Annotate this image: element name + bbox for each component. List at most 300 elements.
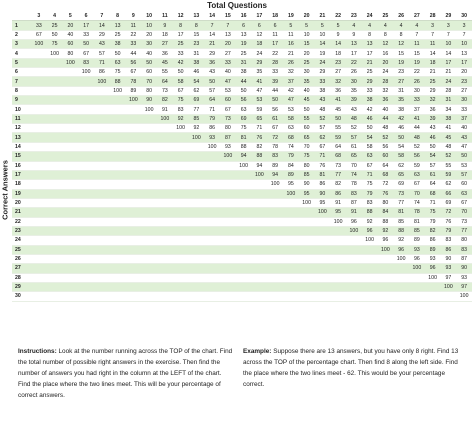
- percentage-cell: [47, 208, 63, 217]
- percentage-cell: 14: [445, 50, 452, 57]
- percentage-cell: 86: [335, 190, 342, 197]
- percentage-cell: 89: [287, 172, 294, 179]
- percentage-cell: 27: [224, 50, 231, 57]
- percentage-cell: 11: [429, 41, 436, 48]
- column-header: 17: [252, 12, 268, 21]
- percentage-cell: [141, 254, 157, 263]
- percentage-cell: 94: [240, 153, 247, 160]
- percentage-cell: 63: [287, 125, 294, 132]
- percentage-cell: [157, 292, 173, 301]
- percentage-cell: 100: [302, 200, 311, 207]
- percentage-cell: 76: [319, 162, 326, 169]
- percentage-cell: [78, 105, 94, 114]
- percentage-cell: [283, 236, 299, 245]
- percentage-cell: [299, 273, 315, 282]
- column-header: 18: [267, 12, 283, 21]
- row-header: 24: [15, 237, 21, 244]
- example-block: [243, 346, 465, 390]
- percentage-cell: 62: [398, 162, 405, 169]
- percentage-cell: 64: [209, 97, 216, 104]
- percentage-cell: 17: [350, 50, 357, 57]
- percentage-cell: 73: [461, 218, 468, 225]
- column-header: 23: [346, 12, 362, 21]
- percentage-cell: 70: [146, 78, 153, 85]
- percentage-cell: [94, 114, 110, 123]
- percentage-cell: 33: [366, 87, 373, 94]
- percentage-cell: [47, 86, 63, 95]
- instructions-heading: Instructions:: [18, 348, 57, 355]
- percentage-cell: [126, 170, 142, 179]
- percentage-cell: 76: [256, 134, 263, 141]
- percentage-cell: [409, 292, 425, 301]
- percentage-cell: [78, 161, 94, 170]
- percentage-cell: 68: [335, 153, 342, 160]
- percentage-cell: [267, 226, 283, 235]
- percentage-cell: 70: [461, 209, 468, 216]
- percentage-cell: [283, 226, 299, 235]
- percentage-cell: [141, 282, 157, 291]
- percentage-cell: [63, 198, 79, 207]
- percentage-cell: 8: [194, 22, 198, 29]
- column-header: 13: [189, 12, 205, 21]
- percentage-cell: 78: [413, 209, 420, 216]
- table-row: [12, 189, 472, 198]
- percentage-cell: 29: [98, 31, 105, 38]
- percentage-cell: [126, 273, 142, 282]
- percentage-cell: [157, 161, 173, 170]
- column-header: 5: [63, 12, 79, 21]
- percentage-cell: 77: [461, 228, 468, 235]
- percentage-cell: 43: [209, 69, 216, 76]
- percentage-cell: 26: [350, 69, 357, 76]
- percentage-cell: [283, 292, 299, 301]
- percentage-cell: 65: [303, 134, 310, 141]
- percentage-cell: [267, 245, 283, 254]
- percentage-cell: 18: [429, 59, 436, 66]
- percentage-cell: 29: [256, 59, 263, 66]
- percentage-cell: 91: [161, 106, 168, 113]
- percentage-cell: 26: [413, 78, 420, 85]
- percentage-cell: [315, 245, 331, 254]
- percentage-cell: 15: [303, 41, 310, 48]
- percentage-cell: 23: [193, 41, 200, 48]
- percentage-cell: 14: [209, 31, 216, 38]
- percentage-cell: 37: [461, 115, 468, 122]
- percentage-cell: [94, 198, 110, 207]
- percentage-cell: 38: [240, 69, 247, 76]
- percentage-cell: 77: [335, 172, 342, 179]
- percentage-cell: 100: [66, 59, 75, 66]
- percentage-cell: [94, 161, 110, 170]
- percentage-cell: [220, 273, 236, 282]
- percentage-cell: 36: [429, 106, 436, 113]
- percentage-cell: [78, 86, 94, 95]
- percentage-cell: 28: [272, 59, 279, 66]
- percentage-cell: 40: [303, 87, 310, 94]
- percentage-cell: 30: [146, 41, 153, 48]
- percentage-cell: 64: [335, 143, 342, 150]
- percentage-cell: 88: [398, 228, 405, 235]
- percentage-cell: [63, 68, 79, 77]
- table-row: [12, 208, 472, 217]
- table-row: [12, 217, 472, 226]
- percentage-cell: [31, 245, 47, 254]
- percentage-cell: 25: [240, 50, 247, 57]
- percentage-cell: [315, 292, 331, 301]
- percentage-cell: 42: [366, 106, 373, 113]
- column-header: 25: [378, 12, 394, 21]
- percentage-cell: [110, 245, 126, 254]
- percentage-cell: [141, 226, 157, 235]
- percentage-cell: 14: [319, 41, 326, 48]
- percentage-cell: 88: [382, 218, 389, 225]
- percentage-cell: 22: [413, 69, 420, 76]
- percentage-cell: [47, 152, 63, 161]
- percentage-cell: 64: [382, 162, 389, 169]
- percentage-cell: 32: [382, 87, 389, 94]
- percentage-cell: [126, 142, 142, 151]
- percentage-cell: [330, 292, 346, 301]
- percentage-cell: 4: [383, 22, 387, 29]
- table-row: [12, 226, 472, 235]
- percentage-cell: 86: [209, 125, 216, 132]
- percentage-cell: [189, 236, 205, 245]
- percentage-cell: 100: [129, 97, 138, 104]
- percentage-cell: [110, 217, 126, 226]
- percentage-cell: [110, 282, 126, 291]
- percentage-cell: [31, 217, 47, 226]
- percentage-cell: [409, 282, 425, 291]
- percentage-cell: 53: [256, 97, 263, 104]
- percentage-cell: 80: [146, 87, 153, 94]
- percentage-cell: 70: [350, 162, 357, 169]
- percentage-cell: [110, 264, 126, 273]
- percentage-cell: [252, 273, 268, 282]
- percentage-cell: [189, 161, 205, 170]
- percentage-cell: [141, 264, 157, 273]
- percentage-cell: [236, 189, 252, 198]
- percentage-cell: [63, 170, 79, 179]
- table-row: [12, 86, 472, 95]
- percentage-cell: [220, 217, 236, 226]
- percentage-cell: 12: [398, 41, 405, 48]
- percentage-cell: 41: [413, 115, 420, 122]
- percentage-cell: 76: [445, 218, 452, 225]
- percentage-cell: [393, 292, 409, 301]
- percentage-cell: [63, 282, 79, 291]
- percentage-cell: 17: [272, 41, 279, 48]
- percentage-cell: 62: [319, 134, 326, 141]
- percentage-cell: 59: [256, 106, 263, 113]
- percentage-cell: 7: [446, 31, 450, 38]
- percentage-cell: [252, 189, 268, 198]
- percentage-cell: [252, 180, 268, 189]
- percentage-cell: 50: [461, 153, 468, 160]
- percentage-cell: 75: [303, 153, 310, 160]
- percentage-cell: 96: [413, 256, 420, 263]
- percentage-cell: [252, 226, 268, 235]
- row-header: 28: [15, 274, 21, 281]
- percentage-cell: [283, 254, 299, 263]
- percentage-cell: [141, 170, 157, 179]
- percentage-cell: [299, 236, 315, 245]
- percentage-cell: 33: [35, 22, 42, 29]
- percentage-cell: 24: [382, 69, 389, 76]
- instructions-block: [18, 346, 234, 401]
- percentage-cell: [173, 152, 189, 161]
- percentage-cell: 63: [114, 59, 121, 66]
- percentage-cell: 8: [383, 31, 387, 38]
- percentage-cell: [330, 236, 346, 245]
- percentage-cell: [299, 282, 315, 291]
- row-header: 25: [15, 246, 21, 253]
- percentage-cell: 39: [272, 78, 279, 85]
- percentage-cell: [204, 170, 220, 179]
- row-header: 18: [15, 181, 21, 188]
- percentage-cell: [362, 254, 378, 263]
- percentage-cell: 88: [256, 153, 263, 160]
- percentage-cell: [157, 189, 173, 198]
- percentage-cell: 47: [256, 87, 263, 94]
- percentage-cell: [78, 96, 94, 105]
- row-header: 20: [15, 200, 21, 207]
- percentage-cell: 50: [398, 134, 405, 141]
- percentage-cell: [362, 273, 378, 282]
- percentage-cell: [47, 105, 63, 114]
- table-row: [12, 105, 472, 114]
- percentage-cell: 67: [35, 31, 42, 38]
- percentage-cell: [189, 208, 205, 217]
- percentage-cell: 7: [431, 31, 435, 38]
- column-header: 30: [456, 12, 472, 21]
- row-header: 19: [15, 190, 21, 197]
- percentage-cell: [204, 226, 220, 235]
- percentage-cell: 41: [256, 78, 263, 85]
- percentage-cell: [299, 208, 315, 217]
- percentage-cell: 54: [429, 153, 436, 160]
- percentage-cell: [220, 236, 236, 245]
- percentage-cell: [220, 189, 236, 198]
- percentage-cell: 54: [398, 143, 405, 150]
- percentage-cell: 89: [272, 162, 279, 169]
- percentage-cell: [204, 245, 220, 254]
- percentage-cell: [47, 77, 63, 86]
- percentage-cell: 50: [177, 69, 184, 76]
- percentage-cell: [157, 273, 173, 282]
- percentage-cell: 21: [287, 50, 294, 57]
- percentage-cell: [126, 226, 142, 235]
- percentage-cell: [110, 208, 126, 217]
- percentage-cell: [47, 114, 63, 123]
- percentage-cell: 39: [350, 97, 357, 104]
- percentage-cell: 80: [303, 162, 310, 169]
- percentage-cell: 50: [114, 50, 121, 57]
- percentage-cell: [47, 226, 63, 235]
- table-row: [12, 264, 472, 273]
- percentage-cell: [267, 282, 283, 291]
- percentage-cell: 29: [366, 78, 373, 85]
- percentage-cell: 50: [335, 115, 342, 122]
- percentage-cell: 100: [333, 218, 343, 225]
- percentage-cell: [94, 282, 110, 291]
- percentage-cell: 88: [114, 78, 121, 85]
- percentage-cell: 78: [272, 143, 279, 150]
- percentage-cell: 61: [429, 172, 436, 179]
- percentage-cell: 18: [256, 41, 263, 48]
- percentage-cell: 32: [287, 69, 294, 76]
- percentage-cell: 100: [176, 125, 185, 132]
- column-header: 9: [126, 12, 142, 21]
- percentage-cell: 86: [319, 181, 326, 188]
- percentage-cell: 41: [335, 97, 342, 104]
- percentage-cell: [236, 245, 252, 254]
- percentage-cell: [47, 142, 63, 151]
- percentage-cell: [110, 133, 126, 142]
- percentage-cell: [31, 282, 47, 291]
- percentage-cell: [236, 180, 252, 189]
- table-row: [12, 292, 472, 301]
- percentage-cell: 3: [446, 22, 450, 29]
- percentage-cell: [141, 114, 157, 123]
- percentage-cell: 69: [398, 181, 405, 188]
- percentage-cell: [126, 264, 142, 273]
- percentage-cell: 27: [335, 69, 342, 76]
- percentage-cell: 100: [412, 265, 422, 272]
- percentage-cell: [346, 282, 362, 291]
- row-header: 26: [15, 256, 21, 263]
- percentage-cell: 74: [287, 143, 294, 150]
- percentage-cell: 63: [240, 106, 247, 113]
- percentage-cell: [204, 208, 220, 217]
- percentage-cell: [189, 254, 205, 263]
- percentage-cell: 4: [352, 22, 356, 29]
- percentage-cell: 74: [413, 200, 420, 207]
- percentage-cell: [47, 58, 63, 67]
- percentage-cell: 23: [335, 59, 342, 66]
- percentage-cell: [252, 282, 268, 291]
- percentage-cell: [220, 245, 236, 254]
- percentage-cell: [204, 217, 220, 226]
- example-heading: Example:: [243, 348, 272, 355]
- percentage-cell: 10: [319, 31, 326, 38]
- percentage-cell: [283, 245, 299, 254]
- percentage-cell: [220, 208, 236, 217]
- percentage-cell: [47, 264, 63, 273]
- table-row: [12, 254, 472, 263]
- percentage-cell: [63, 264, 79, 273]
- percentage-cell: [78, 124, 94, 133]
- percentage-cell: [315, 273, 331, 282]
- corner-cell: [12, 12, 31, 21]
- percentage-cell: [346, 273, 362, 282]
- percentage-cell: 5: [289, 22, 293, 29]
- percentage-cell: [204, 264, 220, 273]
- percentage-cell: 43: [429, 125, 436, 132]
- percentage-cell: 57: [429, 162, 436, 169]
- percentage-cell: 80: [67, 50, 74, 57]
- percentage-cell: 7: [415, 31, 419, 38]
- percentage-cell: 79: [445, 228, 452, 235]
- percentage-cell: 68: [287, 134, 294, 141]
- percentage-cell: [252, 198, 268, 207]
- percentage-cell: 59: [335, 134, 342, 141]
- percentage-cell: 30: [350, 78, 357, 85]
- percentage-cell: [31, 58, 47, 67]
- percentage-cell: 46: [429, 134, 436, 141]
- percentage-cell: [31, 226, 47, 235]
- percentage-cell: 75: [429, 209, 436, 216]
- percentage-cell: [173, 217, 189, 226]
- percentage-cell: [78, 273, 94, 282]
- percentage-cell: [267, 292, 283, 301]
- percentage-cell: [31, 236, 47, 245]
- percentage-cell: 20: [224, 41, 231, 48]
- percentage-cell: 75: [114, 69, 121, 76]
- percentage-cell: 37: [287, 78, 294, 85]
- row-header: 12: [15, 125, 21, 132]
- percentage-cell: [31, 96, 47, 105]
- percentage-cell: 100: [428, 274, 437, 281]
- percentage-cell: [141, 198, 157, 207]
- percentage-cell: 69: [240, 115, 247, 122]
- percentage-cell: 69: [445, 200, 452, 207]
- percentage-cell: [189, 226, 205, 235]
- percentage-cell: 92: [177, 115, 184, 122]
- percentage-cell: 93: [209, 134, 216, 141]
- percentage-cell: [94, 170, 110, 179]
- percentage-cell: 21: [366, 59, 373, 66]
- column-header: 21: [315, 12, 331, 21]
- percentage-cell: 29: [429, 87, 436, 94]
- percentage-cell: 20: [146, 31, 153, 38]
- percentage-cell: [126, 217, 142, 226]
- percentage-cell: [362, 292, 378, 301]
- percentage-cell: 3: [431, 22, 435, 29]
- percentage-cell: [236, 264, 252, 273]
- percentage-cell: 25: [303, 59, 310, 66]
- percentage-cell: 36: [382, 97, 389, 104]
- percentage-cell: 31: [240, 59, 247, 66]
- percentage-cell: 84: [382, 209, 389, 216]
- percentage-cell: [157, 236, 173, 245]
- percentage-cell: 75: [240, 125, 247, 132]
- percentage-cell: [63, 226, 79, 235]
- percentage-cell: [189, 180, 205, 189]
- percentage-cell: [204, 292, 220, 301]
- percentage-cell: [126, 152, 142, 161]
- percentage-cell: [189, 292, 205, 301]
- table-row: [12, 282, 472, 291]
- percentage-cell: [63, 236, 79, 245]
- percentage-cell: 54: [193, 78, 200, 85]
- percentage-cell: [141, 161, 157, 170]
- y-axis-label-wrapper: [0, 140, 10, 240]
- percentage-cell: 75: [366, 181, 373, 188]
- percentage-cell: [78, 180, 94, 189]
- percentage-cell: [31, 142, 47, 151]
- percentage-cell: [63, 105, 79, 114]
- percentage-cell: 93: [461, 274, 468, 281]
- percentage-cell: [330, 226, 346, 235]
- percentage-cell: [126, 124, 142, 133]
- row-header: 30: [15, 293, 21, 300]
- percentage-cell: [252, 245, 268, 254]
- percentage-cell: [346, 292, 362, 301]
- percentage-cell: 59: [413, 162, 420, 169]
- percentage-cell: 35: [350, 87, 357, 94]
- row-header: 8: [15, 87, 18, 94]
- percentage-cell: [141, 292, 157, 301]
